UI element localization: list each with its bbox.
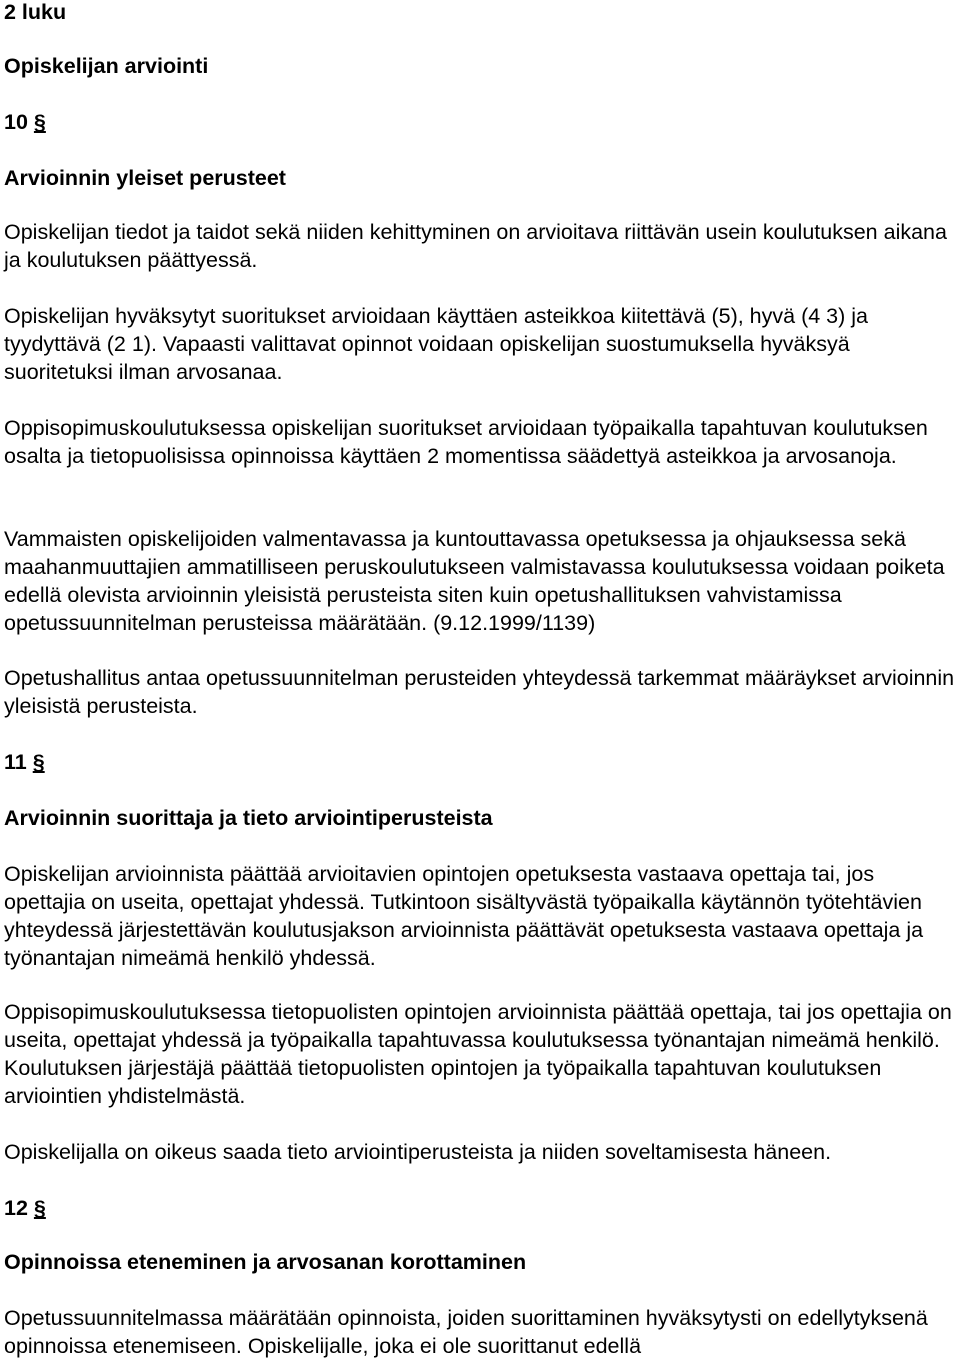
section-10-paragraph-1: Opiskelijan tiedot ja taidot sekä niiden kehittyminen on arvioitava riittävän usein koulutuksen aikana ja koulutuksen päättyessä. bbox=[4, 220, 947, 272]
section-10-number-text: 10 bbox=[4, 110, 28, 134]
section-11-number-text: 11 bbox=[4, 750, 27, 774]
section-10-paragraph-3: Oppisopimuskoulutuksessa opiskelijan suoritukset arvioidaan työpaikalla tapahtuvan koulutuksen osalta ja tietopuolisissa opinnoissa käyttäen 2 momentissa säädettyä asteikkoa ja arvosanoja. bbox=[4, 416, 928, 468]
section-12-number bbox=[4, 1194, 956, 1222]
section-11-paragraph-3: Opiskelijalla on oikeus saada tieto arviointiperusteista ja niiden soveltamisesta häneen. bbox=[4, 1140, 832, 1164]
section-10-number bbox=[4, 108, 956, 136]
section-12-title: Opinnoissa eteneminen ja arvosanan korottaminen bbox=[4, 1250, 527, 1274]
chapter-heading: 2 luku bbox=[4, 0, 67, 24]
section-symbol: § bbox=[33, 1196, 46, 1220]
section-12-number-text: 12 bbox=[4, 1196, 28, 1220]
section-symbol: § bbox=[32, 750, 45, 774]
section-11-paragraph-1: Opiskelijan arvioinnista päättää arvioitavien opintojen opetuksesta vastaava opettaja tai, jos opettajia on useita, opettajat yhdessä. Tutkintoon sisältyvästä työpaikalla käytännön työtehtävien yhteydessä järjestettävän koulutusjakson arvioinnista päättävät opetuksesta vastaava opettaja ja työnantajan nimeämä henkilö yhdessä. bbox=[4, 862, 924, 970]
section-12-paragraph-1: Opetussuunnitelmassa määrätään opinnoista, joiden suorittaminen hyväksytysti on edellytyksenä opinnoissa etenemiseen. Opiskelijalle, joka ei ole suorittanut edellä bbox=[4, 1306, 928, 1358]
section-11-paragraph-2: Oppisopimuskoulutuksessa tietopuolisten opintojen arvioinnista päättää opettaja, tai jos opettajia on useita, opettajat yhdessä ja työpaikalla tapahtuvassa koulutuksessa työnantajan nimeämä henkilö. Koulutuksen järjestäjä päättää tietopuolisten opintojen ja työpaikalla tapahtuvan koulutuksen arviointien yhdistelmästä. bbox=[4, 1000, 952, 1108]
section-11-number bbox=[4, 748, 956, 776]
section-10-paragraph-5: Opetushallitus antaa opetussuunnitelman perusteiden yhteydessä tarkemmat määräykset arvioinnin yleisistä perusteista. bbox=[4, 666, 955, 718]
chapter-title: Opiskelijan arviointi bbox=[4, 54, 209, 78]
section-11-title: Arvioinnin suorittaja ja tieto arviointiperusteista bbox=[4, 806, 493, 830]
section-10-paragraph-4: Vammaisten opiskelijoiden valmentavassa ja kuntouttavassa opetuksessa ja ohjauksessa sekä maahanmuuttajien ammatilliseen peruskoulutukseen valmistavassa koulutuksessa voidaan poiketa edellä olevista arvioinnin yleisistä perusteista siten kuin opetushallituksen vahvistamissa opetussuunnitelman perusteissa määrätään. (9.12.1999/1139) bbox=[4, 527, 945, 635]
section-symbol: § bbox=[33, 110, 46, 134]
section-10-title: Arvioinnin yleiset perusteet bbox=[4, 166, 286, 190]
section-10-paragraph-2: Opiskelijan hyväksytyt suoritukset arvioidaan käyttäen asteikkoa kiitettävä (5), hyvä (4 3) ja tyydyttävä (2 1). Vapaasti valittavat opinnot voidaan opiskelijan suostumuksella hyväksyä suoritetuksi ilman arvosanaa. bbox=[4, 304, 868, 384]
